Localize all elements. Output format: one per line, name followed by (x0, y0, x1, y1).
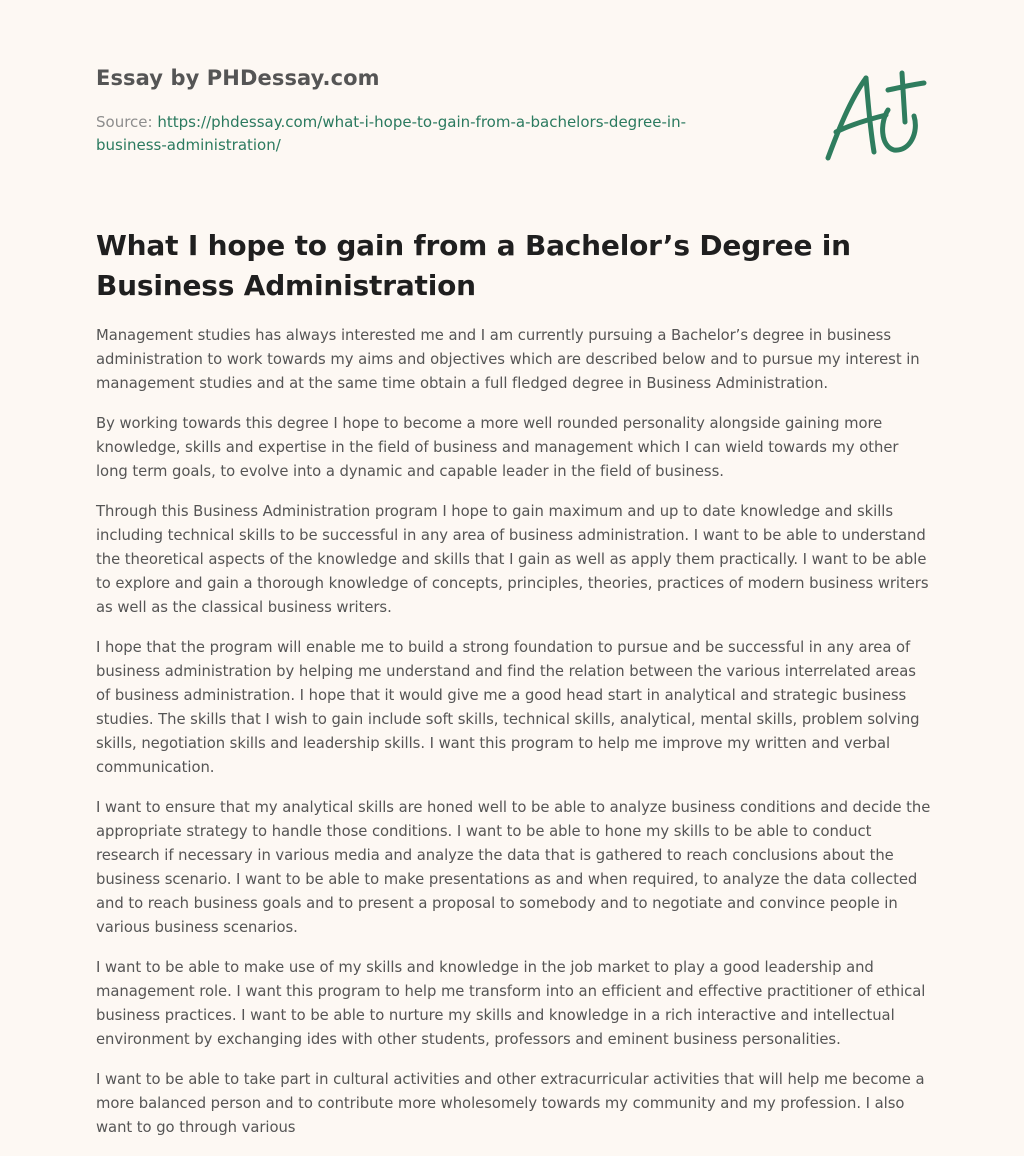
essay-paragraph: I hope that the program will enable me to build a strong foundation to pursue and be successful in any area of business administration by helping me understand and find the relation between the various interrelated areas of business administration. I hope that it would give me a good head start in analytical and strategic business studies. The skills that I wish to gain include soft skills, technical skills, analytical, mental skills, problem solving skills, negotiation skills and leadership skills. I want this program to help me improve my written and verbal communication. (96, 639, 920, 776)
essay-paragraph: Management studies has always interested me and I am currently pursuing a Bachelor’s degree in business administration to work towards my aims and objectives which are described below and to pursue my interest in management studies and at the same time obtain a full fledged degree in Business Administration. (96, 327, 920, 392)
essay-paragraph: Through this Business Administration program I hope to gain maximum and up to date knowledge and skills including technical skills to be successful in any area of business administration. I want to be able to understand the theoretical aspects of the knowledge and skills that I gain as well as apply them practically. I want to be able to explore and gain a thorough knowledge of concepts, principles, theories, practices of modern business writers as well as the classical business writers. (96, 503, 929, 616)
essay-paragraph: I want to be able to take part in cultural activities and other extracurricular activities that will help me become a more balanced person and to contribute more wholesomely towards my community and my profession. I also want to go through various (96, 1071, 925, 1136)
brand-name: Essay by PHDessay.com (96, 66, 380, 90)
essay-paragraph: I want to ensure that my analytical skills are honed well to be able to analyze business conditions and decide the appropriate strategy to handle those conditions. I want to be able to hone my skills to be able to conduct research if necessary in various media and analyze the data that is gathered to reach conclusions about the business scenario. I want to be able to make presentations as and when required, to analyze the data collected and to reach business goals and to present a proposal to somebody and to negotiate and convince people in various business scenarios. (96, 799, 931, 936)
source-line (96, 111, 736, 157)
essay-body (96, 324, 931, 1156)
source-link[interactable]: https://phdessay.com/what-i-hope-to-gain-from-a-bachelors-degree-in-business-administration/ (96, 113, 686, 154)
essay-paragraph: I want to be able to make use of my skills and knowledge in the job market to play a good leadership and management role. I want this program to help me transform into an efficient and effective practitioner of ethical business practices. I want to be able to nurture my skills and knowledge in a rich interactive and intellectual environment by exchanging ides with other students, professors and eminent business personalities. (96, 959, 926, 1048)
essay-title: What I hope to gain from a Bachelor’s Degree in Business Administration (96, 229, 851, 302)
source-label: Source: (96, 113, 153, 131)
a-plus-grade-icon (822, 66, 932, 166)
essay-paragraph: By working towards this degree I hope to become a more well rounded personality alongside gaining more knowledge, skills and expertise in the field of business and management which I can wield towards my other long term goals, to evolve into a dynamic and capable leader in the field of business. (96, 415, 899, 480)
